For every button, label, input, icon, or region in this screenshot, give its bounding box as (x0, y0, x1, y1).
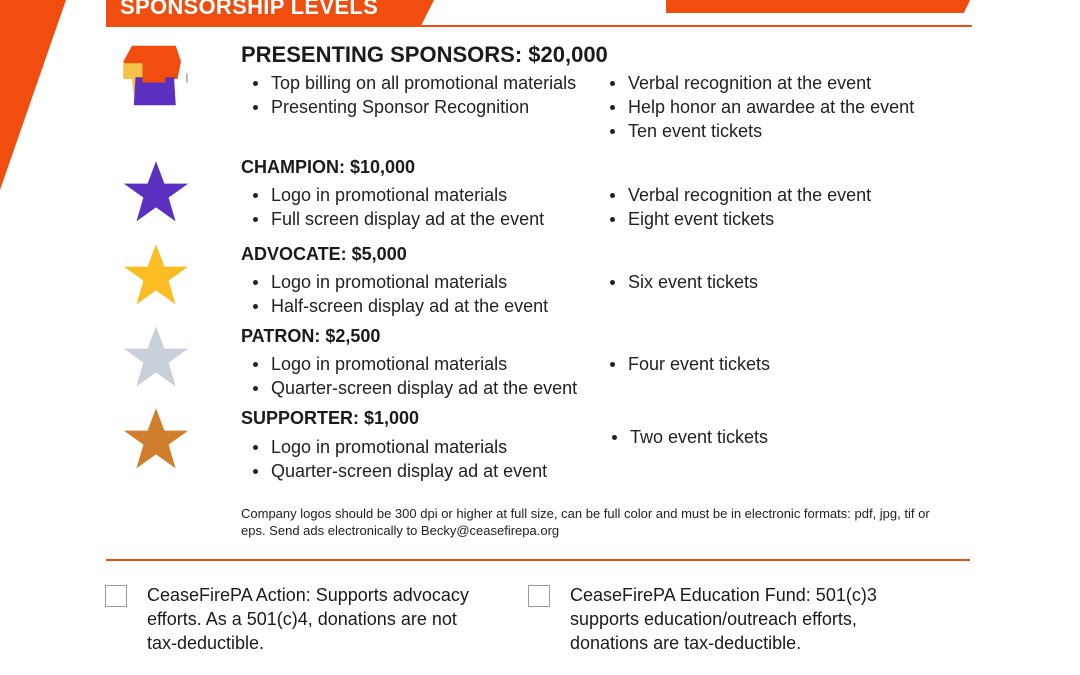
benefit-item: Presenting Sponsor Recognition (241, 95, 576, 119)
benefit-item: Half-screen display ad at the event (241, 294, 548, 318)
purple-star-icon (121, 157, 191, 227)
benefit-item: Four event tickets (598, 352, 770, 376)
benefit-item: Full screen display ad at the event (241, 207, 544, 231)
benefit-item: Six event tickets (598, 270, 758, 294)
benefit-item: Eight event tickets (598, 207, 871, 231)
tier-title: ADVOCATE: $5,000 (241, 244, 407, 264)
tier-title: PRESENTING SPONSORS: $20,000 (241, 42, 608, 67)
tier-benefits-right (600, 425, 768, 449)
tier-benefits-left (241, 183, 544, 231)
benefit-item: Top billing on all promotional materials (241, 71, 576, 95)
benefit-item: Two event tickets (600, 425, 768, 449)
page-title: SPONSORSHIP LEVELS (120, 0, 379, 19)
tier-benefits-left (241, 270, 548, 318)
tier-benefits-right (598, 183, 871, 231)
benefit-item: Verbal recognition at the event (598, 71, 914, 95)
header-accent-box (666, 0, 970, 13)
fund-action-label: CeaseFirePA Action: Supports advocacy efforts. As a 501(c)4, donations are not tax-deductible. (147, 585, 469, 653)
header-divider (106, 25, 972, 27)
benefit-item: Quarter-screen display ad at event (241, 459, 547, 483)
benefit-item: Ten event tickets (598, 119, 914, 143)
benefit-item: Logo in promotional materials (241, 435, 547, 459)
tier-benefits-right (598, 270, 758, 294)
bottom-divider (106, 559, 970, 561)
tier-benefits-left (241, 71, 576, 119)
silver-star-icon (121, 322, 191, 392)
benefit-item: Logo in promotional materials (241, 270, 548, 294)
tier-benefits-right (598, 71, 914, 143)
logo-requirements-note: Company logos should be 300 dpi or higher at full size, can be full color and must be in electronic formats: pdf, jpg, tif or eps. Send ads electronically to Becky@ceasefirepa.org (241, 506, 930, 538)
fund-action-checkbox[interactable] (105, 585, 127, 607)
tier-title: CHAMPION: $10,000 (241, 157, 416, 177)
benefit-item: Verbal recognition at the event (598, 183, 871, 207)
tier-benefits-right (598, 352, 770, 376)
fund-education-checkbox[interactable] (528, 585, 550, 607)
keystone-logo-icon (118, 44, 188, 114)
tier-title: PATRON: $2,500 (241, 326, 381, 346)
bronze-star-icon (121, 404, 191, 474)
tier-benefits-left (241, 435, 547, 483)
tier-title: SUPPORTER: $1,000 (241, 408, 420, 428)
benefit-item: Help honor an awardee at the event (598, 95, 914, 119)
decorative-orange-stripe (0, 0, 70, 200)
benefit-item: Logo in promotional materials (241, 352, 577, 376)
benefit-item: Quarter-screen display ad at the event (241, 376, 577, 400)
fund-education-label: CeaseFirePA Education Fund: 501(c)3 supports education/outreach efforts, donations are tax-deductible. (570, 585, 877, 653)
benefit-item: Logo in promotional materials (241, 183, 544, 207)
tier-benefits-left (241, 352, 577, 400)
gold-star-icon (121, 240, 191, 310)
